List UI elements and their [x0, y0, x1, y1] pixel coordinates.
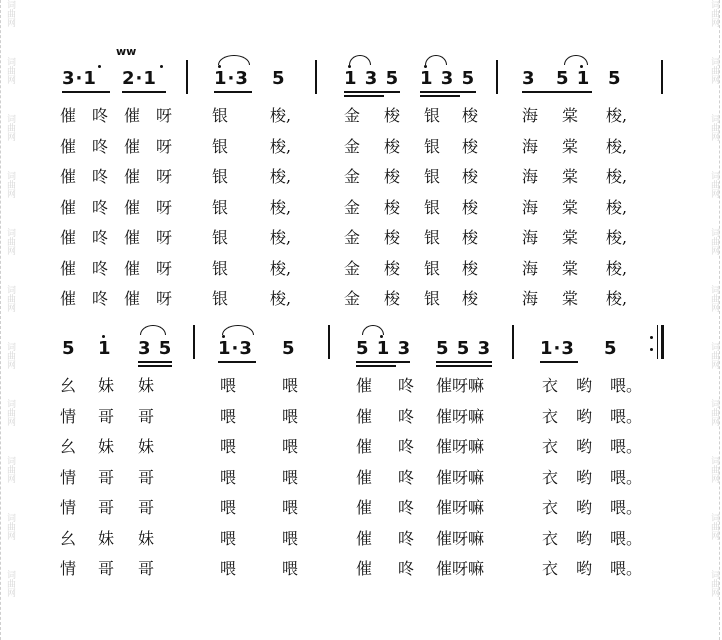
left-margin-watermark: [2, 0, 16, 640]
lyric-char: 银: [212, 136, 229, 156]
lyric-char: 银: [424, 106, 441, 125]
beam-underline: [62, 91, 110, 93]
lyric-char: 梭: [462, 228, 479, 247]
lyric-char: 银: [212, 167, 229, 186]
lyric-char: 衣: [542, 528, 559, 548]
note-group: 1: [98, 338, 112, 359]
beam-underline: [214, 91, 252, 93]
lyric-char: 催呀嘛: [436, 528, 485, 548]
lyric-char: 金: [344, 167, 361, 186]
lyric-char: 喂: [220, 376, 237, 395]
lyric-char: 催: [60, 197, 77, 217]
repeat-dot: [650, 336, 653, 339]
lyric-char: 银: [424, 258, 441, 278]
lyric-char: 梭,: [606, 106, 628, 125]
lyric-char: 催: [356, 406, 373, 426]
lyric-char: 金: [344, 106, 361, 125]
lyric-char: 催呀嘛: [436, 437, 485, 456]
lyric-char: 催: [60, 258, 77, 278]
lyric-char: 梭: [462, 136, 479, 156]
lyric-char: 梭,: [270, 106, 292, 125]
lyric-char: 梭: [462, 289, 479, 308]
slur: [140, 325, 166, 335]
lyric-char: 催: [60, 228, 77, 247]
lyric-char: 妹: [138, 376, 155, 395]
lyric-char: 幺: [60, 376, 77, 395]
lyric-char: 喂。: [610, 559, 643, 578]
lyric-char: 棠: [562, 258, 579, 278]
watermark-text: 词曲网: [709, 228, 719, 255]
beam-underline: [344, 95, 384, 97]
lyric-char: 哟: [576, 498, 593, 517]
lyric-char: 银: [212, 228, 229, 247]
lyric-char: 情: [60, 559, 77, 578]
watermark-text: 词曲网: [5, 342, 15, 369]
lyric-char: 呀: [156, 167, 173, 186]
lyric-char: 梭: [384, 228, 401, 247]
lyric-char: 催: [124, 258, 141, 278]
lyric-char: 棠: [562, 228, 579, 247]
lyric-char: 幺: [60, 437, 77, 456]
bar-line: [328, 325, 330, 359]
beam-underline: [436, 365, 492, 367]
lyric-char: 催: [356, 528, 373, 548]
lyric-char: 催: [124, 136, 141, 156]
beam-underline: [356, 365, 396, 367]
lyric-char: 梭,: [606, 289, 628, 308]
lyric-char: 咚: [398, 467, 415, 487]
watermark-text: 词曲网: [5, 513, 15, 540]
lyric-char: 银: [212, 106, 229, 125]
lyric-char: 喂: [282, 437, 299, 456]
lyric-char: 催: [60, 136, 77, 156]
lyric-char: 催: [124, 289, 141, 308]
right-margin-watermark: [706, 0, 720, 640]
slur: [425, 55, 447, 65]
bar-line: [315, 60, 317, 94]
lyric-char: 银: [212, 197, 229, 217]
lyric-char: 情: [60, 498, 77, 517]
lyric-char: 海: [522, 106, 539, 125]
lyric-char: 哥: [98, 559, 115, 578]
lyric-char: 衣: [542, 406, 559, 426]
beam-underline: [344, 91, 400, 93]
lyric-char: 衣: [542, 437, 559, 456]
lyric-char: 咚: [92, 167, 109, 186]
lyric-char: 哥: [98, 498, 115, 517]
high-octave-dot: [98, 65, 101, 68]
lyric-char: 梭,: [606, 258, 628, 278]
high-octave-dot: [348, 65, 351, 68]
lyric-char: 催: [356, 376, 373, 395]
note-group: 1 3 5: [344, 68, 400, 89]
lyric-char: 喂: [220, 406, 237, 426]
bar-line: [512, 325, 514, 359]
lyric-char: 咚: [398, 406, 415, 426]
note-group: 5: [282, 338, 296, 359]
final-bar-thick: [661, 325, 664, 359]
note-group: 1·3: [540, 338, 575, 359]
bar-line: [496, 60, 498, 94]
beam-underline: [436, 361, 492, 363]
lyric-char: 呀: [156, 197, 173, 217]
lyric-char: 催: [124, 197, 141, 217]
lyric-char: 银: [424, 197, 441, 217]
beam-underline: [540, 361, 578, 363]
watermark-text: 词曲网: [709, 570, 719, 597]
lyric-char: 咚: [398, 437, 415, 456]
lyric-char: 海: [522, 258, 539, 278]
lyric-char: 哥: [138, 406, 155, 426]
lyric-char: 哥: [138, 559, 155, 578]
high-octave-dot: [218, 65, 221, 68]
lyric-char: 金: [344, 289, 361, 308]
note-group: 5: [608, 68, 622, 89]
watermark-text: 词曲网: [5, 57, 15, 84]
lyric-char: 梭,: [270, 167, 292, 186]
watermark-text: 词曲网: [5, 171, 15, 198]
slur: [218, 55, 250, 65]
ornament-mark: ww: [116, 45, 137, 58]
note-group: 1·3: [218, 338, 253, 359]
lyric-char: 喂。: [610, 406, 643, 426]
lyric-char: 喂。: [610, 528, 643, 548]
lyric-char: 咚: [92, 136, 109, 156]
slur: [349, 55, 371, 65]
lyric-char: 海: [522, 136, 539, 156]
watermark-text: 词曲网: [709, 114, 719, 141]
right-edge-rule: [719, 0, 720, 640]
lyric-char: 呀: [156, 228, 173, 247]
beam-underline: [218, 361, 256, 363]
watermark-text: 词曲网: [709, 456, 719, 483]
lyric-char: 梭: [384, 197, 401, 217]
lyric-char: 喂: [282, 528, 299, 548]
lyric-char: 情: [60, 467, 77, 487]
lyric-char: 催: [356, 437, 373, 456]
repeat-dot: [650, 348, 653, 351]
lyric-char: 催呀嘛: [436, 498, 485, 517]
lyric-char: 哥: [98, 406, 115, 426]
beam-underline: [522, 91, 592, 93]
lyric-char: 妹: [98, 376, 115, 395]
note-group: 5 1 3: [356, 338, 412, 359]
high-octave-dot: [160, 65, 163, 68]
lyric-char: 梭: [384, 289, 401, 308]
lyric-char: 喂: [220, 467, 237, 487]
lyric-char: 银: [212, 289, 229, 308]
slur: [222, 325, 254, 335]
watermark-text: 词曲网: [5, 114, 15, 141]
lyric-char: 梭: [462, 197, 479, 217]
note-group: 5 1: [556, 68, 591, 89]
lyric-char: 梭,: [606, 136, 628, 156]
lyric-char: 哟: [576, 437, 593, 456]
lyric-char: 银: [424, 136, 441, 156]
note-group: 5 5 3: [436, 338, 492, 359]
lyric-char: 喂: [282, 467, 299, 487]
lyric-char: 咚: [92, 106, 109, 125]
lyric-char: 催: [356, 467, 373, 487]
beam-underline: [138, 365, 172, 367]
lyric-char: 梭,: [606, 197, 628, 217]
lyric-char: 海: [522, 228, 539, 247]
watermark-text: 词曲网: [5, 399, 15, 426]
lyric-char: 海: [522, 289, 539, 308]
lyric-char: 梭: [462, 167, 479, 186]
lyric-char: 催呀嘛: [436, 406, 485, 426]
high-octave-dot: [222, 335, 225, 338]
lyric-char: 呀: [156, 136, 173, 156]
lyric-char: 哥: [98, 467, 115, 487]
beam-underline: [138, 361, 172, 363]
lyric-char: 梭,: [606, 167, 628, 186]
lyric-char: 咚: [92, 228, 109, 247]
lyric-char: 棠: [562, 167, 579, 186]
lyric-char: 海: [522, 167, 539, 186]
lyric-char: 催: [124, 106, 141, 125]
beam-underline: [420, 95, 460, 97]
beam-underline: [420, 91, 476, 93]
lyric-char: 梭: [384, 136, 401, 156]
lyric-char: 海: [522, 197, 539, 217]
lyric-char: 催: [60, 289, 77, 308]
lyric-char: 咚: [92, 289, 109, 308]
lyric-char: 哟: [576, 528, 593, 548]
lyric-char: 银: [424, 167, 441, 186]
lyric-char: 呀: [156, 289, 173, 308]
lyric-char: 梭: [384, 258, 401, 278]
lyric-char: 梭: [384, 167, 401, 186]
lyric-char: 衣: [542, 559, 559, 578]
lyric-char: 哟: [576, 406, 593, 426]
lyric-char: 棠: [562, 136, 579, 156]
slur: [362, 325, 384, 335]
bar-line: [186, 60, 188, 94]
high-octave-dot: [424, 65, 427, 68]
lyric-char: 喂: [220, 437, 237, 456]
lyric-char: 哟: [576, 559, 593, 578]
lyric-char: 衣: [542, 467, 559, 487]
lyric-char: 咚: [398, 498, 415, 517]
lyric-char: 催呀嘛: [436, 559, 485, 578]
lyric-char: 幺: [60, 528, 77, 548]
watermark-text: 词曲网: [5, 285, 15, 312]
lyric-char: 金: [344, 228, 361, 247]
note-group: 5: [604, 338, 618, 359]
bar-line: [661, 60, 663, 94]
lyric-char: 梭,: [270, 258, 292, 278]
note-group: 2·1: [122, 68, 157, 89]
lyric-char: 喂: [282, 559, 299, 578]
note-group: 1·3: [214, 68, 249, 89]
watermark-text: 词曲网: [5, 228, 15, 255]
lyric-char: 催: [356, 559, 373, 578]
lyric-char: 妹: [98, 437, 115, 456]
lyric-char: 喂。: [610, 376, 643, 395]
lyric-char: 咚: [92, 197, 109, 217]
lyric-char: 喂。: [610, 437, 643, 456]
lyric-char: 衣: [542, 376, 559, 395]
beam-underline: [122, 91, 166, 93]
watermark-text: 词曲网: [709, 171, 719, 198]
note-group: 5: [62, 338, 76, 359]
lyric-char: 银: [212, 258, 229, 278]
lyric-char: 喂: [282, 406, 299, 426]
lyric-char: 喂: [220, 559, 237, 578]
lyric-char: 妹: [138, 528, 155, 548]
lyric-char: 哥: [138, 467, 155, 487]
bar-line: [193, 325, 195, 359]
lyric-char: 棠: [562, 197, 579, 217]
lyric-char: 哟: [576, 376, 593, 395]
lyric-char: 银: [424, 228, 441, 247]
note-group: 1 3 5: [420, 68, 476, 89]
lyric-char: 梭,: [270, 228, 292, 247]
lyric-char: 梭,: [270, 197, 292, 217]
lyric-char: 咚: [398, 528, 415, 548]
lyric-char: 催呀嘛: [436, 376, 485, 395]
lyric-char: 催: [60, 106, 77, 125]
lyric-char: 催: [124, 228, 141, 247]
lyric-char: 喂: [282, 498, 299, 517]
lyric-char: 咚: [92, 258, 109, 278]
note-group: 3 5: [138, 338, 173, 359]
lyric-char: 喂。: [610, 498, 643, 517]
watermark-text: 词曲网: [709, 285, 719, 312]
left-edge-rule: [0, 0, 1, 640]
lyric-char: 喂: [220, 528, 237, 548]
lyric-char: 衣: [542, 498, 559, 517]
lyric-char: 呀: [156, 258, 173, 278]
lyric-char: 催呀嘛: [436, 467, 485, 487]
lyric-char: 梭: [384, 106, 401, 125]
lyric-char: 催: [124, 167, 141, 186]
slur: [564, 55, 588, 65]
lyric-char: 哟: [576, 467, 593, 487]
lyric-char: 妹: [138, 437, 155, 456]
lyric-char: 金: [344, 197, 361, 217]
watermark-text: 词曲网: [709, 513, 719, 540]
lyric-char: 银: [424, 289, 441, 308]
lyric-char: 梭: [462, 106, 479, 125]
watermark-text: 词曲网: [709, 0, 719, 27]
lyric-char: 呀: [156, 106, 173, 125]
lyric-char: 金: [344, 136, 361, 156]
watermark-text: 词曲网: [709, 342, 719, 369]
lyric-char: 咚: [398, 559, 415, 578]
watermark-text: 词曲网: [709, 57, 719, 84]
lyric-char: 喂。: [610, 467, 643, 487]
lyric-char: 咚: [398, 376, 415, 395]
watermark-text: 词曲网: [5, 0, 15, 27]
lyric-char: 金: [344, 258, 361, 278]
note-group: 3·1: [62, 68, 97, 89]
final-bar-thin: [657, 325, 658, 359]
lyric-char: 情: [60, 406, 77, 426]
lyric-char: 梭,: [606, 228, 628, 247]
note-group: 3: [522, 68, 536, 89]
note-group: 5: [272, 68, 286, 89]
watermark-text: 词曲网: [5, 456, 15, 483]
lyric-char: 妹: [98, 528, 115, 548]
high-octave-dot: [102, 335, 105, 338]
beam-underline: [356, 361, 410, 363]
high-octave-dot: [580, 65, 583, 68]
lyric-char: 喂: [282, 376, 299, 395]
lyric-char: 哥: [138, 498, 155, 517]
lyric-char: 棠: [562, 289, 579, 308]
watermark-text: 词曲网: [709, 399, 719, 426]
lyric-char: 棠: [562, 106, 579, 125]
lyric-char: 梭,: [270, 289, 292, 308]
lyric-char: 喂: [220, 498, 237, 517]
lyric-char: 梭: [462, 258, 479, 278]
watermark-text: 词曲网: [5, 570, 15, 597]
lyric-char: 催: [60, 167, 77, 186]
lyric-char: 梭,: [270, 136, 292, 156]
high-octave-dot: [380, 335, 383, 338]
lyric-char: 催: [356, 498, 373, 517]
